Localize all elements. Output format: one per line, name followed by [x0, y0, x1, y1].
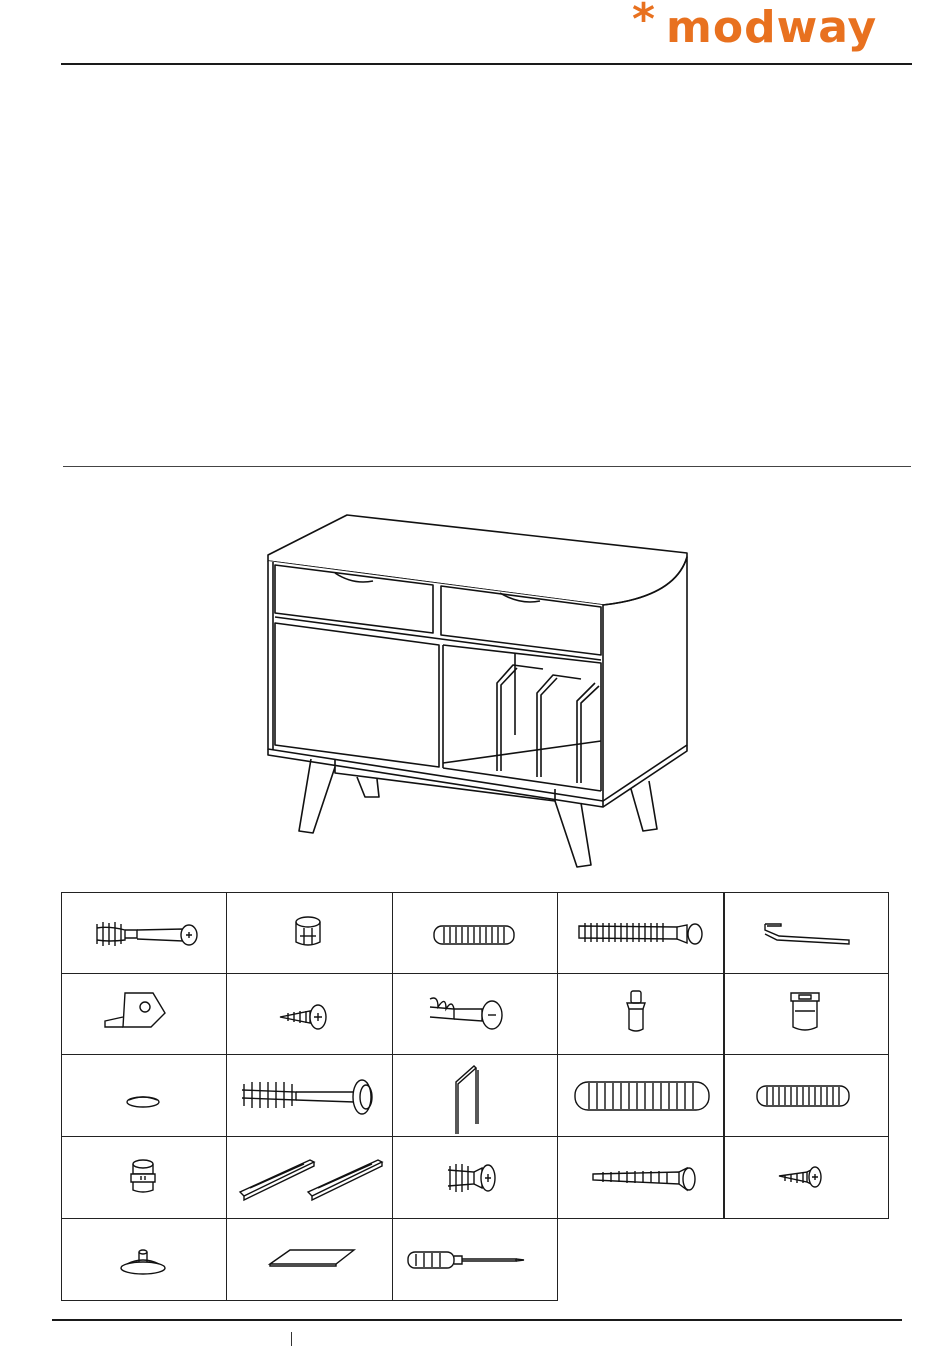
cam-lock-icon: [226, 892, 391, 973]
corner-bracket-icon: [61, 973, 226, 1054]
shelf-pin-icon: [557, 973, 722, 1054]
logo-wordmark: modway: [666, 2, 878, 53]
wood-dowel-icon: [392, 892, 557, 973]
long-cam-bolt-icon: [557, 892, 722, 973]
header-divider: [61, 63, 912, 65]
spiral-cam-bolt-icon: [392, 973, 557, 1054]
felt-pad-icon: [61, 1054, 226, 1135]
logo-asterisk: *: [632, 0, 656, 45]
grid-line: [888, 892, 889, 1219]
footer-divider: [52, 1319, 902, 1321]
cam-lock-assembly-icon: [61, 1136, 226, 1217]
footer-tick-mark: [291, 1332, 292, 1346]
drawer-slides-icon: [226, 1136, 391, 1217]
divider-rod-icon: [392, 1054, 557, 1135]
allen-key-icon: [723, 892, 888, 973]
small-screw-icon: [723, 1136, 888, 1217]
screwdriver-icon: [392, 1218, 557, 1299]
hardware-parts-grid: [61, 892, 889, 1301]
large-dowel-icon: [557, 1054, 722, 1135]
cam-bolt-icon: [61, 892, 226, 973]
cabinet-illustration: [255, 505, 700, 875]
medium-dowel-icon: [723, 1054, 888, 1135]
short-screw-icon: [226, 973, 391, 1054]
brand-logo: [630, 0, 880, 70]
wood-screw-icon: [557, 1136, 722, 1217]
grid-line: [61, 1300, 558, 1301]
insert-nut-icon: [723, 973, 888, 1054]
connector-bolt-icon: [226, 1054, 391, 1135]
section-divider: [63, 466, 911, 467]
back-panel-icon: [226, 1218, 391, 1299]
glide-foot-icon: [61, 1218, 226, 1299]
euro-screw-icon: [392, 1136, 557, 1217]
